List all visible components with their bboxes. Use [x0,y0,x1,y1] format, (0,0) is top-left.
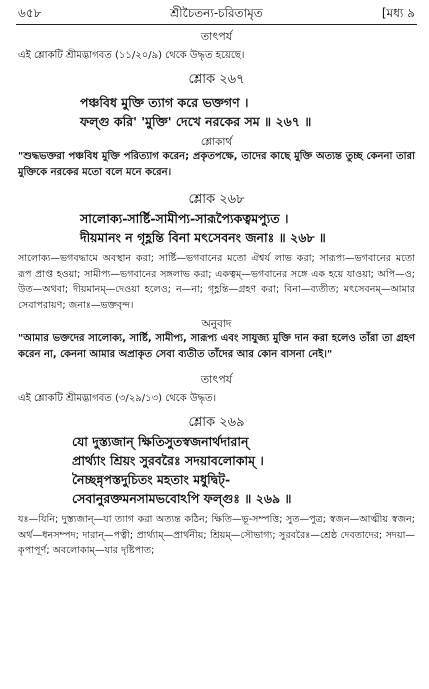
translation-text: "শুদ্ধভক্তরা পঞ্চবিধ মুক্তি পরিত্যাগ করেন; প্রকৃতপক্ষে, তাদের কাছে মুক্তি অত্যন্ত তুচ্ছ কেননা তারা মুক্তিকে নরকের মতো বলে মনে করেন। [18,151,415,178]
verse-number: শ্লোক ২৬৭ [188,72,245,87]
section-label: [মধ্য ৯ [381,6,415,20]
verse-line: প্রার্থ্যাং শ্রিয়ং সুরবরৈঃ সদয়াবলোকাম্ । [72,453,264,468]
translation-text: "আমার ভক্তদের সালোক্য, সার্ষ্টি, সামীপ্য, সারূপ্য এবং সাযুজ্য মুক্তি দান করা হলেও তাঁরা তা গ্রহণ করেন না, কেননা আমার অপ্রাকৃত সেবা ব্যতীত তাঁদের আর কোন বাসনা নেই।" [18,333,415,360]
verse-line: যো দুস্ত্যজান্ ক্ষিতিসুতস্বজনার্থদারান্ [72,434,249,449]
synonyms-text: সালোক্য—ভগবদ্ধামে অবস্থান করা; সার্ষ্টি—ভগবানের মতো ঐশ্বর্য লাভ করা; সারূপ্য—ভগবানের মতো রূপ প্রাপ্ত হওয়া; সামীপ্য—ভগবানের সঙ্গলাভ করা; একত্বম্—ভগবানের সঙ্গে এক হয়ে যাওয়া; অপি—ও; উত—অথবা; দীয়মানম্—দেওয়া হলেও; ন—না; গৃহ্ণন্তি—গ্রহণ করা; বিনা—ব্যতীত; মৎসেবনম্—আমার সেবাপরায়ণ; জনাঃ—ভক্তবৃন্দ। [18,253,415,311]
verse-number: শ্লোক ২৬৯ [188,415,245,430]
running-header [18,5,415,23]
purport-heading: তাৎপর্য [200,373,233,386]
synonyms-text: যঃ—যিনি; দুস্ত্যজান্—যা ত্যাগ করা অত্যন্ত কঠিন; ক্ষিতি—ভূ-সম্পত্তি; সুত—পুত্র; স্বজন—আত্মীয় স্বজন; অর্থ—ধনসম্পদ; দারান্—পত্নী; প্রার্থ্যাম্—প্রার্থনীয়; শ্রিয়ম্—সৌভাগ্য; সুরবরৈঃ—শ্রেষ্ঠ দেবতাদের; সদয়া—কৃপাপূর্ণ; অবলোকাম্—যার দৃষ্টিপাত; [18,514,415,556]
page-number: ৬৫৮ [18,6,42,20]
verse-line: নৈচ্ছন্নৃপস্তদুচিতং মহতাং মধুদ্বিট্- [72,472,231,487]
verse-line: সেবানুরক্তমনসামভবোঽপি ফল্গুঃ ॥ ২৬৯ ॥ [72,491,292,506]
page-content [18,30,415,559]
translation-heading: অনুবাদ [201,318,232,330]
translation-heading: শ্লোকার্থ [200,136,233,148]
verse-line: দীয়মানং ন গৃহ্ণন্তি বিনা মৎসেবনং জনাঃ ॥ ২৬৮ ॥ [80,230,326,245]
verse-number: শ্লোক ২৬৮ [188,192,245,207]
header-rule [16,24,417,25]
verse-line: ফল্গু করি' 'মুক্তি' দেখে নরকের সম ॥ ২৬৭ ॥ [80,114,312,129]
purport-text: এই শ্লোকটি শ্রীমদ্ভাগবত (১১/২০/৯) থেকে উদ্ধৃত হয়েছে। [18,50,245,61]
verse-line: পঞ্চবিধ মুক্তি ত্যাগ করে ভক্তগণ । [80,95,249,110]
purport-heading: তাৎপর্য [200,30,233,43]
purport-text: এই শ্লোকটি শ্রীমদ্ভাগবত (৩/২৯/১৩) থেকে উদ্ধৃত। [18,393,217,404]
verse-line: সালোক্য-সার্ষ্টি-সামীপ্য-সারূপ্যৈকত্বমপ্যুত । [80,211,289,226]
book-title: শ্রীচৈতন্য-চরিতামৃত [170,6,263,20]
